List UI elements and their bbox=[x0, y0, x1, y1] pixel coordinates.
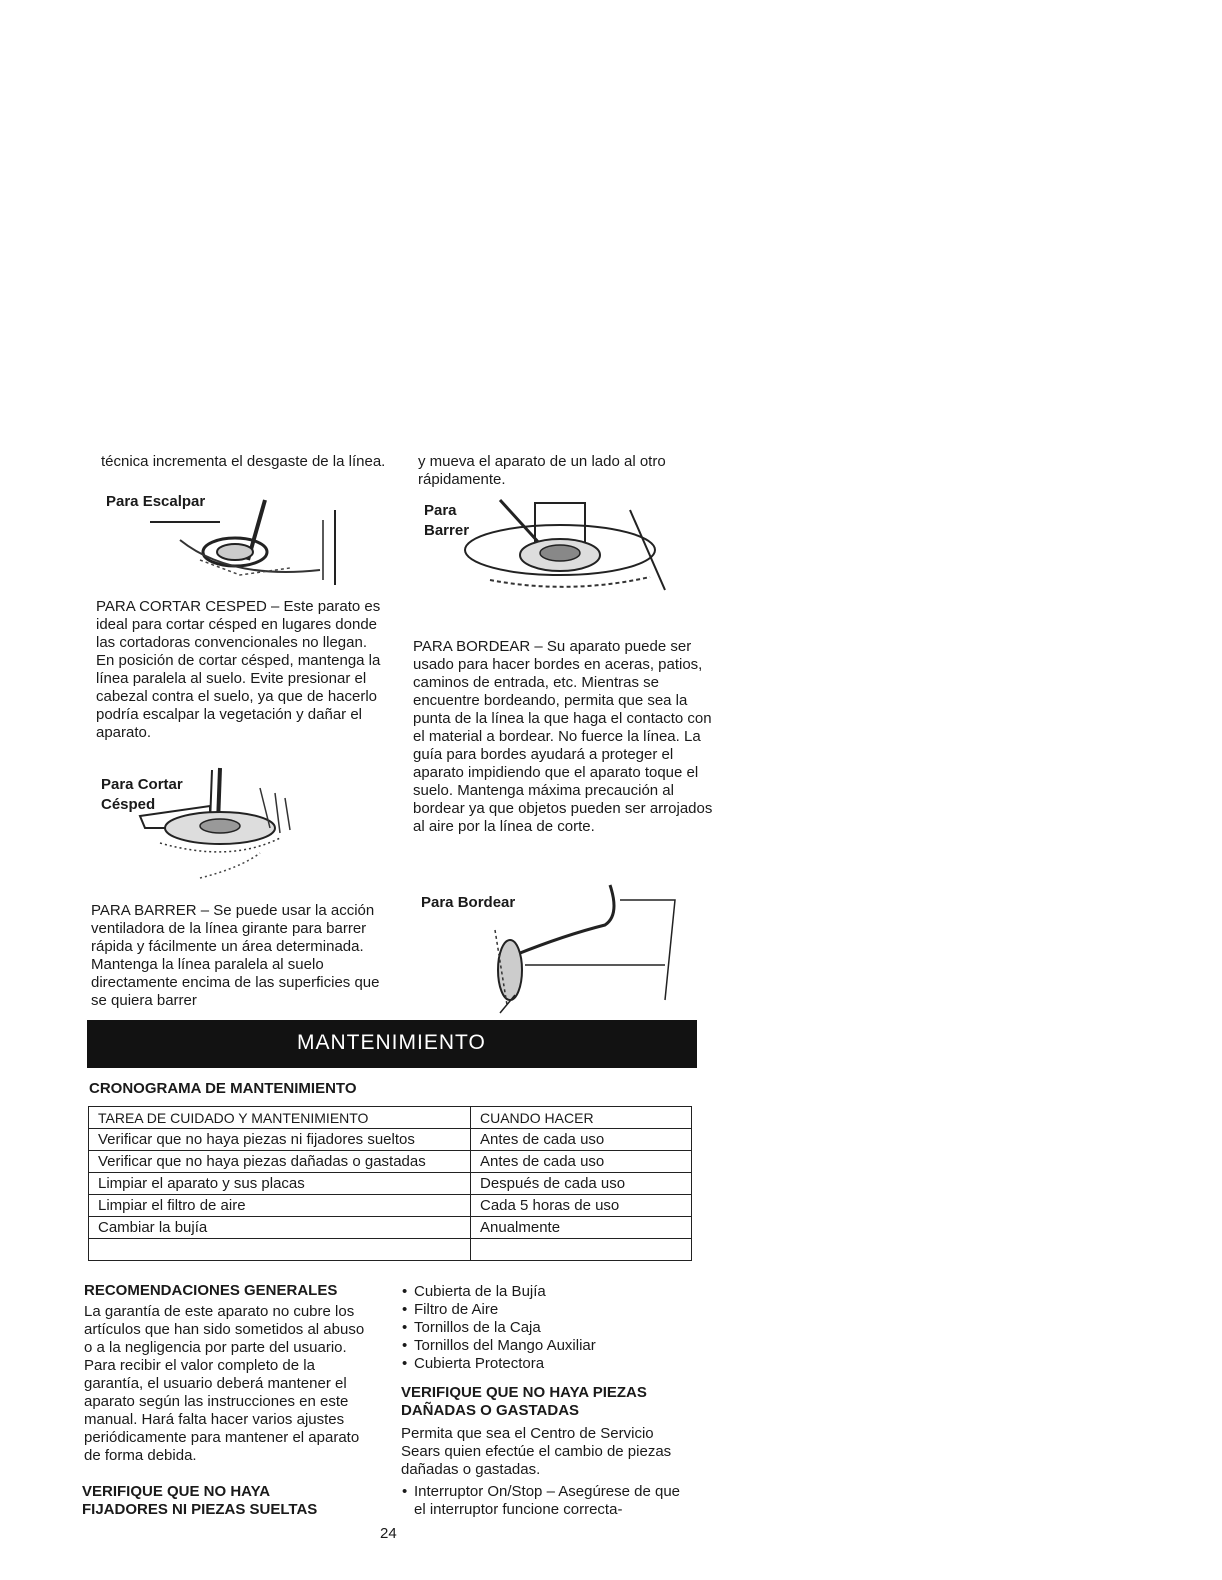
task-cell: Limpiar el filtro de aire bbox=[89, 1195, 471, 1217]
header-when: CUANDO HACER bbox=[471, 1107, 692, 1129]
table-row bbox=[89, 1129, 692, 1151]
when-cell: Antes de cada uso bbox=[471, 1129, 692, 1151]
barrer-text: PARA BARRER – Se puede usar la acción ventiladora de la línea girante para barrer rápida y fácilmente un área determinada. Mantenga la línea paralela al suelo directamente encima de las superficies que se quiera barrer bbox=[91, 902, 380, 1009]
header-task: TAREA DE CUIDADO Y MANTENIMIENTO bbox=[89, 1107, 471, 1129]
damaged-parts-heading: VERIFIQUE QUE NO HAYA PIEZAS DAÑADAS O GASTADAS bbox=[401, 1384, 647, 1419]
table-row bbox=[89, 1217, 692, 1239]
maintenance-schedule-table bbox=[88, 1106, 692, 1261]
fig-cortar-label-1: Para Cortar bbox=[101, 776, 183, 793]
when-cell: Cada 5 horas de uso bbox=[471, 1195, 692, 1217]
trimmer-sweeping-illustration bbox=[450, 495, 680, 595]
schedule-heading: CRONOGRAMA DE MANTENIMIENTO bbox=[89, 1080, 357, 1097]
table-header-row bbox=[89, 1107, 692, 1129]
list-item: • Tornillos del Mango Auxiliar bbox=[402, 1337, 702, 1355]
list-item: • Cubierta de la Bujía bbox=[402, 1283, 702, 1301]
list-item: • Interruptor On/Stop – Asegúrese de que el interruptor funcione correcta- bbox=[402, 1483, 692, 1519]
fig-barrer-label-2: Barrer bbox=[424, 522, 470, 539]
bordear-text: PARA BORDEAR – Su aparato puede ser usado para hacer bordes en aceras, patios, caminos de entrada, etc. Mientras se encuentre bordeando, permita que sea la punta de la línea la que haga el contacto con el material a bordear. No fuerce la línea. La guía para bordes ayudará a proteger el aparato impidiendo que el aparato toque el suelo. Mantenga máxima precaución al bordear ya que objetos pueden ser arrojados al aire por la línea de corte. bbox=[413, 638, 713, 835]
recommendations-heading: RECOMENDACIONES GENERALES bbox=[84, 1282, 338, 1299]
damaged-parts-text: Permita que sea el Centro de Servicio Sears quien efectúe el cambio de piezas dañadas o gastadas. bbox=[401, 1425, 672, 1478]
left-intro-text: técnica incrementa el desgaste de la línea. bbox=[101, 453, 386, 470]
parts-bullet-list bbox=[402, 1283, 702, 1373]
fig-bordear-label: Para Bordear bbox=[421, 894, 516, 911]
banner-title: MANTENIMIENTO bbox=[297, 1031, 486, 1054]
table-row-empty bbox=[89, 1239, 692, 1261]
list-item: • Tornillos de la Caja bbox=[402, 1319, 702, 1337]
list-item: • Cubierta Protectora bbox=[402, 1355, 702, 1373]
trimmer-grass-cutting-illustration bbox=[140, 768, 305, 893]
switch-bullet bbox=[402, 1483, 692, 1519]
fig-escalpar-label: Para Escalpar bbox=[106, 493, 206, 510]
fig-barrer-label-1: Para bbox=[424, 502, 457, 519]
right-intro-text: y mueva el aparato de un lado al otro rápidamente. bbox=[418, 453, 666, 488]
maintenance-banner bbox=[87, 1020, 697, 1068]
page-number: 24 bbox=[380, 1525, 397, 1542]
when-cell: Después de cada uso bbox=[471, 1173, 692, 1195]
recommendations-text: La garantía de este aparato no cubre los artículos que han sido sometidos al abuso o a la negligencia por parte del usuario. Para recibir el valor completo de la garantía, el usuario deberá mantener el aparato según las instrucciones en este manual. Hará falta hacer varios ajustes periódicamente para mantener el aparato de forma debida. bbox=[84, 1303, 365, 1464]
task-cell: Cambiar la bujía bbox=[89, 1217, 471, 1239]
table-row bbox=[89, 1151, 692, 1173]
list-item: • Filtro de Aire bbox=[402, 1301, 702, 1319]
when-cell: Anualmente bbox=[471, 1217, 692, 1239]
task-cell: Verificar que no haya piezas ni fijadores sueltos bbox=[89, 1129, 471, 1151]
table-row bbox=[89, 1173, 692, 1195]
cortar-cesped-text: PARA CORTAR CESPED – Este parato es ideal para cortar césped en lugares donde las cortadoras convencionales no llegan. En posición de cortar césped, mantenga la línea paralela al suelo. Evite presionar el cabezal contra el suelo, ya que de hacerlo podría escalpar la vegetación y dañar el aparato. bbox=[96, 598, 381, 741]
task-cell: Verificar que no haya piezas dañadas o gastadas bbox=[89, 1151, 471, 1173]
when-cell: Antes de cada uso bbox=[471, 1151, 692, 1173]
loose-parts-heading: VERIFIQUE QUE NO HAYA FIJADORES NI PIEZAS SUELTAS bbox=[82, 1483, 318, 1518]
task-cell: Limpiar el aparato y sus placas bbox=[89, 1173, 471, 1195]
table-row bbox=[89, 1195, 692, 1217]
trimmer-scalping-illustration bbox=[140, 500, 360, 590]
trimmer-edging-illustration bbox=[485, 885, 680, 1015]
fig-cortar-label-2: Césped bbox=[101, 796, 156, 813]
